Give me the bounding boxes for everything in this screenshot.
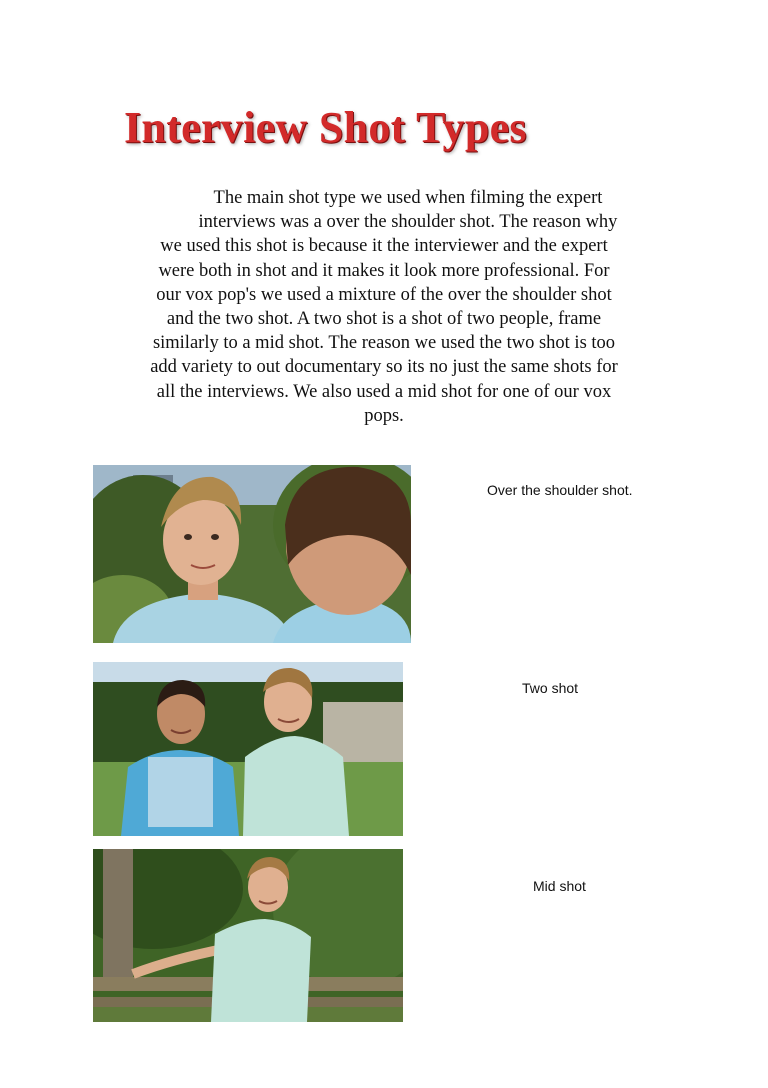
body-line: pops. bbox=[364, 405, 404, 426]
two-shot-caption: Two shot bbox=[522, 680, 579, 696]
over-the-shoulder-caption: Over the shoulder shot. bbox=[487, 482, 633, 498]
body-line: add variety to out documentary so its no just the same shots for bbox=[150, 357, 618, 378]
body-paragraph bbox=[110, 186, 658, 428]
body-line: The main shot type we used when filming the expert bbox=[213, 188, 603, 208]
body-line: and the two shot. A two shot is a shot of two people, frame bbox=[166, 309, 602, 330]
body-line: interviews was a over the shoulder shot. The reason why bbox=[198, 212, 618, 233]
body-line: our vox pop's we used a mixture of the over the shoulder shot bbox=[156, 284, 612, 305]
mid-shot-photo bbox=[93, 849, 403, 1022]
two-shot-photo bbox=[93, 662, 403, 836]
body-line: all the interviews. We also used a mid shot for one of our vox bbox=[156, 381, 612, 402]
page-title: Interview Shot Types bbox=[124, 103, 527, 152]
body-line: we used this shot is because it the interviewer and the expert bbox=[160, 236, 608, 257]
body-line: similarly to a mid shot. The reason we used the two shot is too bbox=[152, 333, 616, 354]
mid-shot-caption: Mid shot bbox=[533, 878, 586, 894]
body-line: were both in shot and it makes it look more professional. For bbox=[158, 260, 610, 281]
over-the-shoulder-photo bbox=[93, 465, 411, 643]
